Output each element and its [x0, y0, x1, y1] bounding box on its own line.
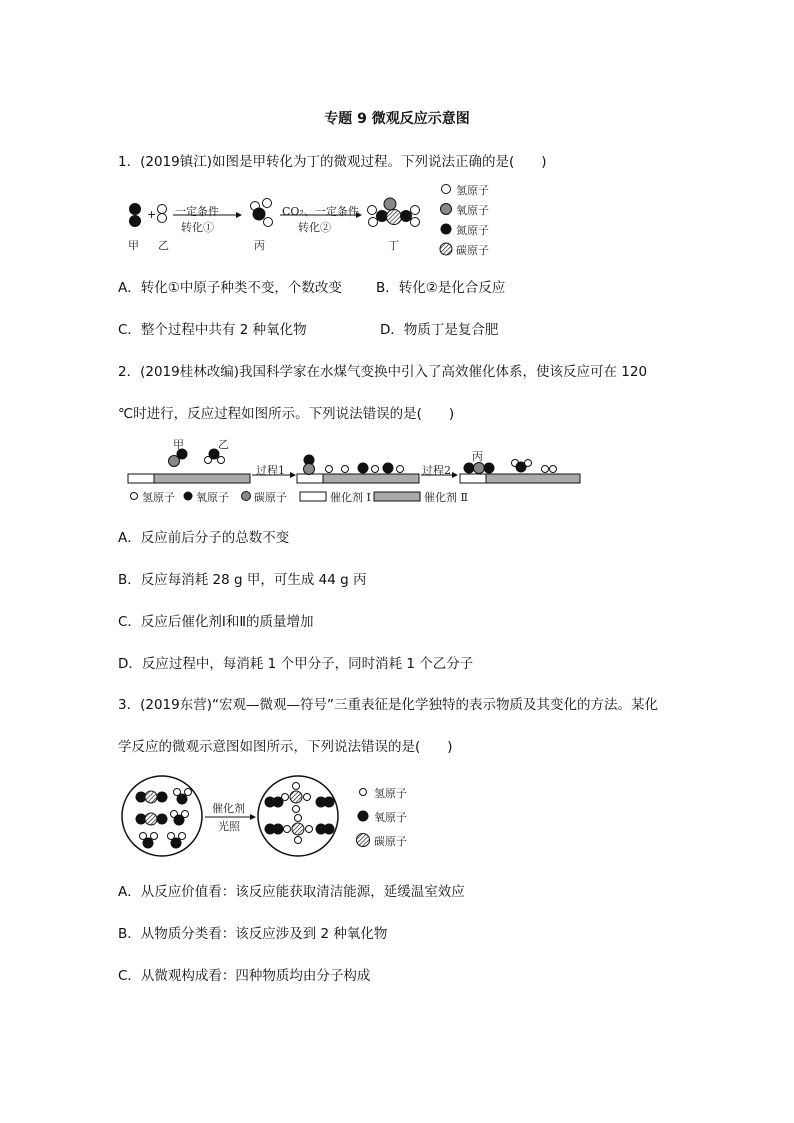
- q1-option-c: C．整个过程中共有 2 种氧化物: [118, 322, 307, 338]
- q2-stem-line2: ℃时进行，反应过程如图所示。下列说法错误的是( ): [118, 406, 455, 422]
- q3-legend-carbon: 碳原子: [374, 835, 407, 848]
- svg-text:+: +: [147, 208, 157, 221]
- q3-option-c: C．从微观构成看：四种物质均由分子构成: [118, 968, 371, 984]
- q1-name-jia: 甲: [128, 239, 139, 252]
- q3-legend-hydrogen: 氢原子: [374, 787, 407, 800]
- q1-option-d: D．物质丁是复合肥: [380, 322, 499, 338]
- q3-stem-line1: 3．(2019东营)“宏观—微观—符号”三重表征是化学独特的表示物质及其变化的方法。某化: [118, 697, 658, 713]
- q1-legend-nitrogen: 氮原子: [456, 224, 489, 237]
- q3-legend-oxygen: 氧原子: [374, 811, 407, 824]
- q1-arrow1-condition: 一定条件: [175, 205, 219, 218]
- q3-option-b: B．从物质分类看：该反应涉及到 2 种氧化物: [118, 926, 388, 942]
- q2-legend-hydrogen: 氢原子: [142, 491, 175, 504]
- q2-label-yi: 乙: [218, 438, 229, 451]
- q3-arrow-condition-catalyst: 催化剂: [212, 802, 245, 815]
- q1-arrow2-condition: CO₂、一定条件: [282, 205, 359, 218]
- q2-label-jia: 甲: [173, 438, 184, 451]
- q1-option-a: A．转化①中原子种类不变，个数改变: [118, 280, 342, 296]
- q1-option-b: B．转化②是化合反应: [376, 280, 506, 296]
- q1-stem: 1．(2019镇江)如图是甲转化为丁的微观过程。下列说法正确的是( ): [118, 154, 547, 170]
- q2-stem-line1: 2．(2019桂林改编)我国科学家在水煤气变换中引入了高效催化体系，使该反应可在 120: [118, 364, 648, 380]
- q1-arrow2-label: 转化②: [298, 221, 331, 234]
- page-title: 专题 9 微观反应示意图: [324, 111, 470, 127]
- q1-legend-oxygen: 氧原子: [456, 204, 489, 217]
- q3-arrow-condition-light: 光照: [218, 820, 240, 833]
- q1-legend-hydrogen: 氢原子: [456, 184, 489, 197]
- q3-stem-line2: 学反应的微观示意图如图所示，下列说法错误的是( ): [118, 739, 453, 755]
- q3-option-a: A．从反应价值看：该反应能获取清洁能源，延缓温室效应: [118, 884, 465, 900]
- q2-legend-catalyst-2: 催化剂 Ⅱ: [424, 491, 468, 504]
- q2-label-bing: 丙: [472, 450, 483, 463]
- q1-legend-carbon: 碳原子: [456, 244, 489, 257]
- q1-name-bing: 丙: [254, 239, 265, 252]
- q2-legend-oxygen: 氧原子: [196, 491, 229, 504]
- q2-legend-catalyst-1: 催化剂 Ⅰ: [330, 491, 371, 504]
- q1-name-ding: 丁: [388, 239, 399, 252]
- q2-option-d: D．反应过程中，每消耗 1 个甲分子，同时消耗 1 个乙分子: [118, 656, 474, 672]
- q1-name-yi: 乙: [158, 239, 169, 252]
- q2-step1-label: 过程1: [256, 464, 285, 477]
- q1-arrow1-label: 转化①: [181, 221, 214, 234]
- q2-option-c: C．反应后催化剂Ⅰ和Ⅱ的质量增加: [118, 614, 314, 630]
- q2-legend-carbon: 碳原子: [254, 491, 287, 504]
- q2-option-b: B．反应每消耗 28 g 甲，可生成 44 g 丙: [118, 572, 367, 588]
- q2-step2-label: 过程2: [422, 464, 451, 477]
- q2-option-a: A．反应前后分子的总数不变: [118, 530, 290, 546]
